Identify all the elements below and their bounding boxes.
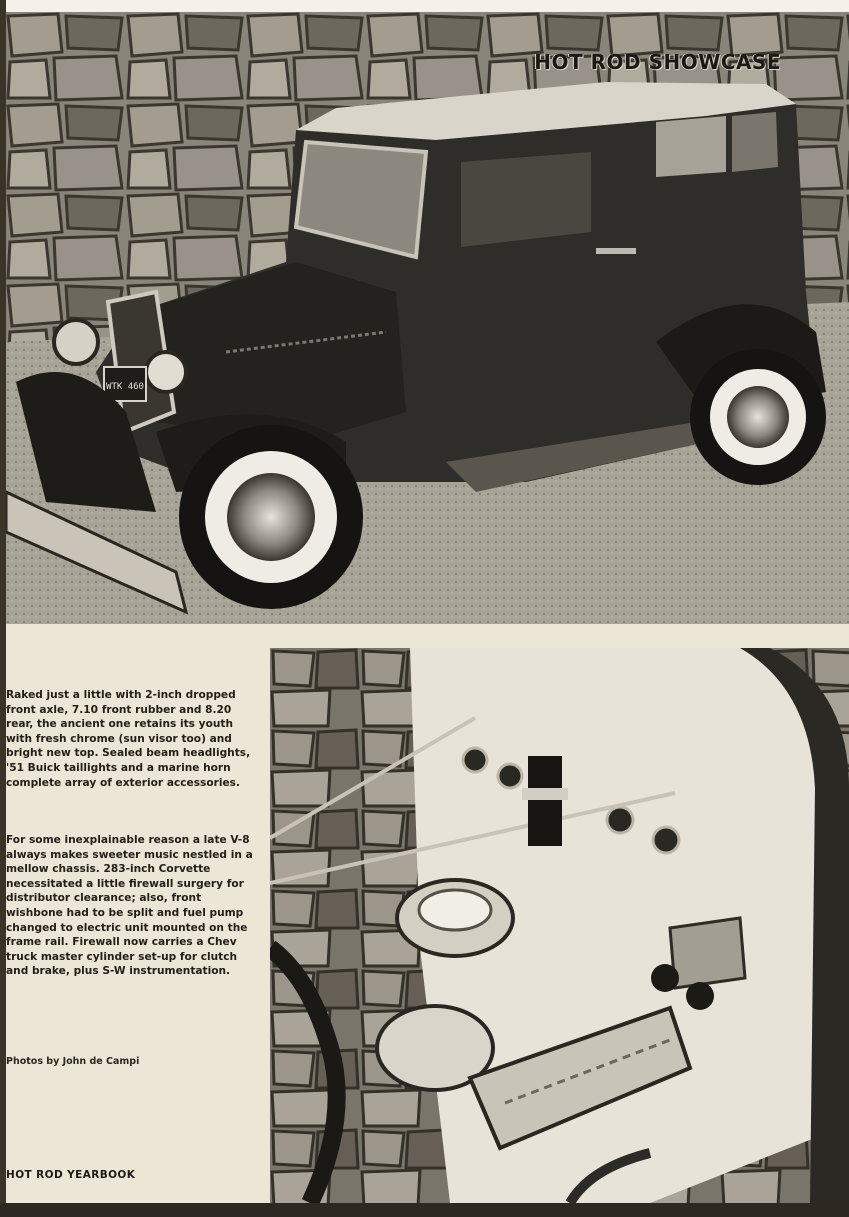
publication-footer: HOT ROD YEARBOOK xyxy=(6,1169,136,1181)
car-photo-illustration xyxy=(6,12,849,624)
caption-exterior: Raked just a little with 2-inch dropped front axle, 7.10 front rubber and 8.20 rear, the ancient one retains its youth with fresh chrome (sun visor too) and bright new top. Sealed beam headlights, '51 Buick taillights and a marine horn complete array of exterior accessories. xyxy=(6,689,251,789)
engine-photo-illustration xyxy=(270,648,849,1203)
section-title: HOT ROD SHOWCASE xyxy=(534,50,781,74)
car-photo xyxy=(6,12,849,624)
scan-edge-top xyxy=(0,0,849,12)
caption-engine: For some inexplainable reason a late V-8 always makes sweeter music nestled in a mellow chassis. 283-inch Corvette necessitated a little firewall surgery for distributor clearance; also, front wishbone had to be split and fuel pump changed to electric unit mounted on the frame rail. Firewall now carries a Chev truck master cylinder set-up for clutch and brake, plus S-W instrumentation. xyxy=(6,834,253,978)
scan-edge-bottom xyxy=(0,1203,849,1217)
license-plate-text: WTK 460 xyxy=(106,382,144,392)
magazine-page xyxy=(6,12,849,1203)
engine-photo xyxy=(270,648,849,1203)
photo-credit: Photos by John de Campi xyxy=(6,1056,140,1067)
